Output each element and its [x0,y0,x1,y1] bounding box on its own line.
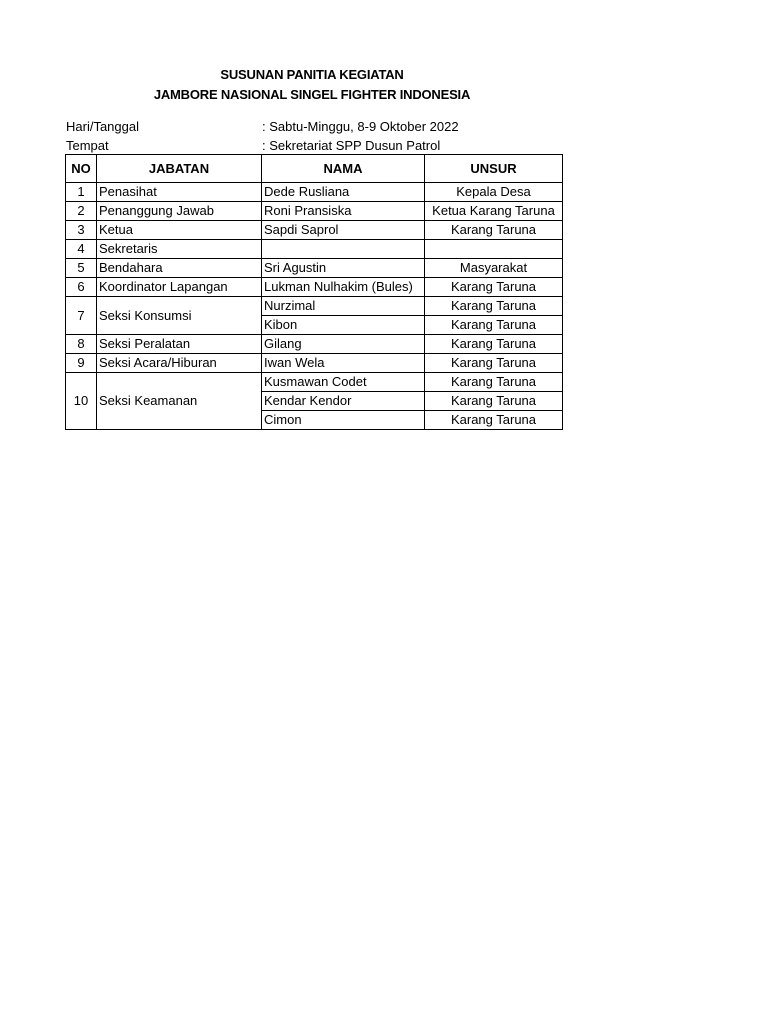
cell-no: 4 [66,240,97,259]
table-row [66,259,563,278]
document-title: SUSUNAN PANITIA KEGIATAN [220,67,404,82]
cell-nama: Dede Rusliana [262,183,425,202]
table-header-row [66,155,563,183]
cell-no: 9 [66,354,97,373]
cell-nama [262,240,425,259]
cell-jabatan: Bendahara [97,259,262,278]
header-unsur: UNSUR [425,155,563,183]
cell-no: 6 [66,278,97,297]
cell-nama: Kendar Kendor [262,392,425,411]
cell-jabatan: Seksi Peralatan [97,335,262,354]
table-row [66,335,563,354]
cell-jabatan: Seksi Konsumsi [97,297,262,335]
cell-no: 10 [66,373,97,430]
table-body [66,183,563,430]
table-row [66,183,563,202]
table-row [66,297,563,316]
cell-unsur: Karang Taruna [425,411,563,430]
date-value: : Sabtu-Minggu, 8-9 Oktober 2022 [262,119,459,134]
cell-jabatan: Sekretaris [97,240,262,259]
table-row [66,202,563,221]
cell-nama: Roni Pransiska [262,202,425,221]
cell-no: 1 [66,183,97,202]
cell-unsur: Karang Taruna [425,335,563,354]
cell-jabatan: Penanggung Jawab [97,202,262,221]
header-jabatan: JABATAN [97,155,262,183]
table-row [66,278,563,297]
cell-no: 2 [66,202,97,221]
header-nama: NAMA [262,155,425,183]
committee-table [65,154,563,430]
cell-jabatan: Penasihat [97,183,262,202]
cell-unsur: Karang Taruna [425,297,563,316]
cell-no: 7 [66,297,97,335]
table-row [66,221,563,240]
cell-no: 5 [66,259,97,278]
place-value: : Sekretariat SPP Dusun Patrol [262,138,441,153]
cell-nama: Kibon [262,316,425,335]
place-label: Tempat [66,138,109,153]
cell-nama: Nurzimal [262,297,425,316]
table-row [66,240,563,259]
cell-unsur: Karang Taruna [425,316,563,335]
table-row [66,373,563,392]
cell-unsur [425,240,563,259]
cell-jabatan: Koordinator Lapangan [97,278,262,297]
cell-no: 8 [66,335,97,354]
cell-nama: Sri Agustin [262,259,425,278]
cell-unsur: Ketua Karang Taruna [425,202,563,221]
cell-nama: Kusmawan Codet [262,373,425,392]
cell-nama: Lukman Nulhakim (Bules) [262,278,425,297]
cell-jabatan: Seksi Keamanan [97,373,262,430]
document-subtitle: JAMBORE NASIONAL SINGEL FIGHTER INDONESIA [153,87,471,102]
cell-jabatan: Ketua [97,221,262,240]
cell-unsur: Karang Taruna [425,221,563,240]
cell-nama: Iwan Wela [262,354,425,373]
cell-unsur: Karang Taruna [425,392,563,411]
cell-nama: Sapdi Saprol [262,221,425,240]
cell-nama: Cimon [262,411,425,430]
cell-unsur: Karang Taruna [425,354,563,373]
cell-unsur: Kepala Desa [425,183,563,202]
cell-nama: Gilang [262,335,425,354]
date-label: Hari/Tanggal [66,119,139,134]
cell-no: 3 [66,221,97,240]
cell-unsur: Karang Taruna [425,373,563,392]
cell-unsur: Masyarakat [425,259,563,278]
header-no: NO [66,155,97,183]
cell-unsur: Karang Taruna [425,278,563,297]
table-row [66,354,563,373]
cell-jabatan: Seksi Acara/Hiburan [97,354,262,373]
